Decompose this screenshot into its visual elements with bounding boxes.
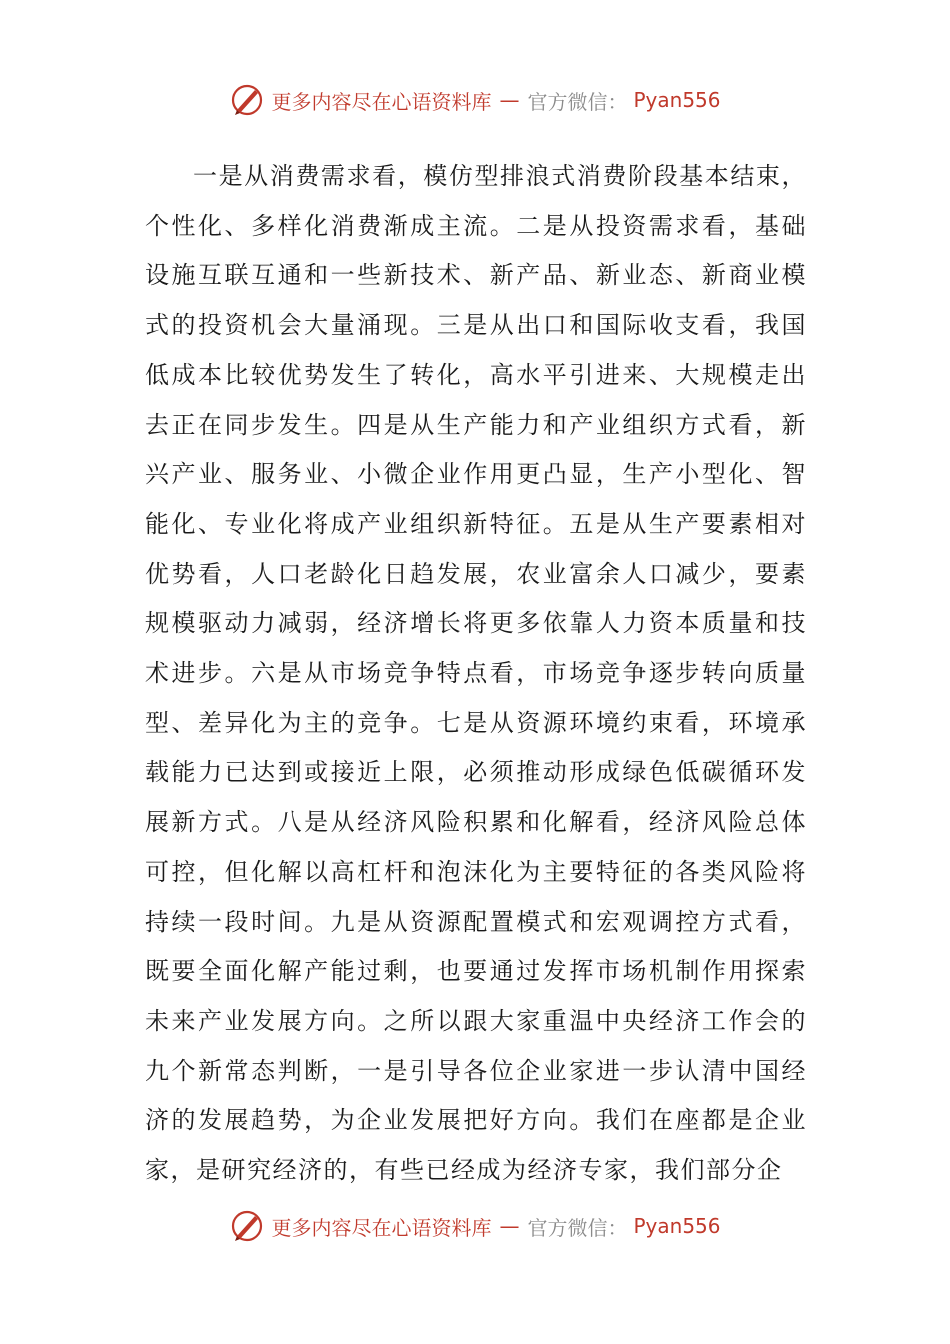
watermark-dash: —: [499, 1214, 520, 1238]
watermark-official-label: 官方微信：: [527, 1215, 628, 1240]
watermark-dash: —: [499, 88, 520, 112]
watermark-brand: 更多内容尽在心语资料库: [271, 1215, 492, 1240]
footer-watermark: [0, 1208, 950, 1244]
pen-circle-icon: [229, 1208, 265, 1244]
watermark-handle: Pyan556: [633, 1214, 721, 1238]
document-body: [145, 152, 807, 1196]
header-watermark: [0, 82, 950, 118]
body-paragraph: 一是从消费需求看，模仿型排浪式消费阶段基本结束，个性化、多样化消费渐成主流。二是从投资需求看，基础设施互联互通和一些新技术、新产品、新业态、新商业模式的投资机会大量涌现。三是从出口和国际收支看，我国低成本比较优势发生了转化，高水平引进来、大规模走出去正在同步发生。四是从生产能力和产业组织方式看，新兴产业、服务业、小微企业作用更凸显，生产小型化、智能化、专业化将成产业组织新特征。五是从生产要素相对优势看，人口老龄化日趋发展，农业富余人口减少，要素规模驱动力减弱，经济增长将更多依靠人力资本质量和技术进步。六是从市场竞争特点看，市场竞争逐步转向质量型、差异化为主的竞争。七是从资源环境约束看，环境承载能力已达到或接近上限，必须推动形成绿色低碳循环发展新方式。八是从经济风险积累和化解看，经济风险总体可控，但化解以高杠杆和泡沫化为主要特征的各类风险将持续一段时间。九是从资源配置模式和宏观调控方式看，既要全面化解产能过剩，也要通过发挥市场机制作用探索未来产业发展方向。之所以跟大家重温中央经济工作会的九个新常态判断，一是引导各位企业家进一步认清中国经济的发展趋势，为企业发展把好方向。我们在座都是企业家，是研究经济的，有些已经成为经济专家，我们部分企: [145, 162, 807, 1185]
watermark-handle: Pyan556: [633, 88, 721, 112]
watermark-official-label: 官方微信：: [527, 89, 628, 114]
watermark-brand: 更多内容尽在心语资料库: [271, 89, 492, 114]
pen-circle-icon: [229, 82, 265, 118]
